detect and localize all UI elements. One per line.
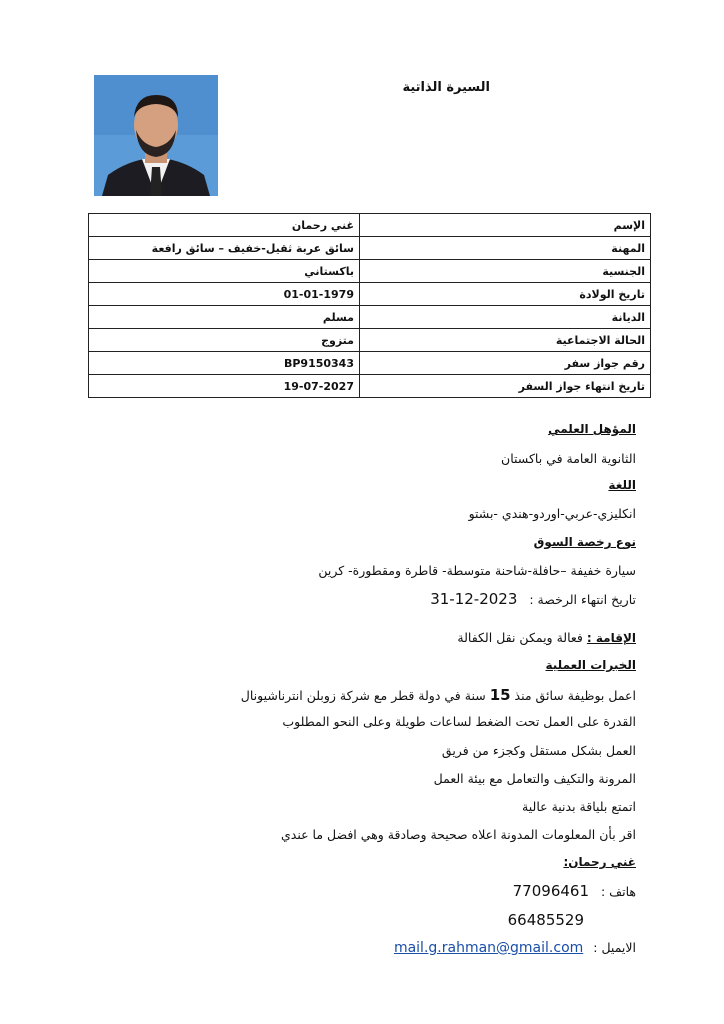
row-label: الديانة: [360, 306, 651, 329]
row-value: سائق عربة ثقيل-خفيف – سائق رافعة: [89, 237, 360, 260]
residence-text: فعالة ويمكن نقل الكفالة: [457, 630, 583, 645]
row-label: تاريخ انتهاء جواز السفر: [360, 375, 651, 398]
skill-item: القدرة على العمل تحت الضغط لساعات طويلة وعلى النحو المطلوب: [282, 714, 636, 729]
row-value: 01-01-1979: [89, 283, 360, 306]
experience-years: 15: [489, 686, 511, 704]
skill-item: اقر بأن المعلومات المدونة اعلاه صحيحة وصادقة وهي افضل ما عندي: [281, 827, 636, 842]
row-label: تاريخ الولادة: [360, 283, 651, 306]
experience-text: [76, 686, 636, 704]
education-heading: المؤهل العلمي: [548, 422, 636, 436]
license-heading: نوع رخصة السوق: [533, 535, 636, 549]
email-line: [76, 940, 636, 956]
table-row: [89, 352, 651, 375]
table-row: [89, 306, 651, 329]
skill-item: اتمتع بلياقة بدنية عالية: [522, 799, 636, 814]
license-expiry-value: 31-12-2023: [430, 590, 518, 608]
row-label: الجنسية: [360, 260, 651, 283]
experience-heading: الخبرات العملية: [545, 658, 636, 672]
row-label: المهنة: [360, 237, 651, 260]
license-text: سيارة خفيفة –حافلة-شاحنة متوسطة- قاطرة ومقطورة- كرين: [318, 563, 636, 578]
signature-name: غني رحمان:: [563, 855, 636, 869]
profile-photo: [94, 75, 218, 196]
email-label: الايميل :: [593, 940, 636, 955]
table-row: [89, 329, 651, 352]
skill-item: العمل بشكل مستقل وكجزء من فريق: [441, 743, 636, 758]
experience-pre: اعمل بوظيفة سائق منذ: [514, 688, 636, 703]
phone-line: [76, 882, 636, 900]
residence-heading: الإقامة :: [586, 631, 636, 645]
email-link[interactable]: mail.g.rahman@gmail.com: [393, 940, 584, 956]
phone-label: هاتف :: [600, 884, 636, 899]
row-value: مسلم: [89, 306, 360, 329]
residence-line: [76, 630, 636, 645]
phone-number-1: 77096461: [512, 882, 589, 900]
language-heading: اللغة: [608, 478, 636, 492]
table-row: [89, 237, 651, 260]
row-value: باكستاني: [89, 260, 360, 283]
row-value: 19-07-2027: [89, 375, 360, 398]
license-expiry: [76, 590, 636, 608]
language-text: انكليزي-عربي-اوردو-هندي -بشتو: [468, 506, 636, 521]
personal-info-table: [88, 213, 651, 398]
row-value: متزوج: [89, 329, 360, 352]
row-label: رقم جواز سفر: [360, 352, 651, 375]
table-row: [89, 375, 651, 398]
skill-item: المرونة والتكيف والتعامل مع بيئة العمل: [433, 771, 636, 786]
experience-post: سنة في دولة قطر مع شركة زوبلن انترناشيونال: [240, 688, 486, 703]
table-row: [89, 283, 651, 306]
license-expiry-label: تاريخ انتهاء الرخصة :: [529, 592, 636, 607]
row-value: BP9150343: [89, 352, 360, 375]
document-title: السيرة الذاتية: [402, 80, 490, 95]
row-label: الحالة الاجتماعية: [360, 329, 651, 352]
row-label: الإسم: [360, 214, 651, 237]
education-text: الثانوية العامة في باكستان: [501, 451, 636, 466]
table-row: [89, 214, 651, 237]
row-value: غني رحمان: [89, 214, 360, 237]
table-row: [89, 260, 651, 283]
phone-number-2: 66485529: [507, 911, 584, 929]
